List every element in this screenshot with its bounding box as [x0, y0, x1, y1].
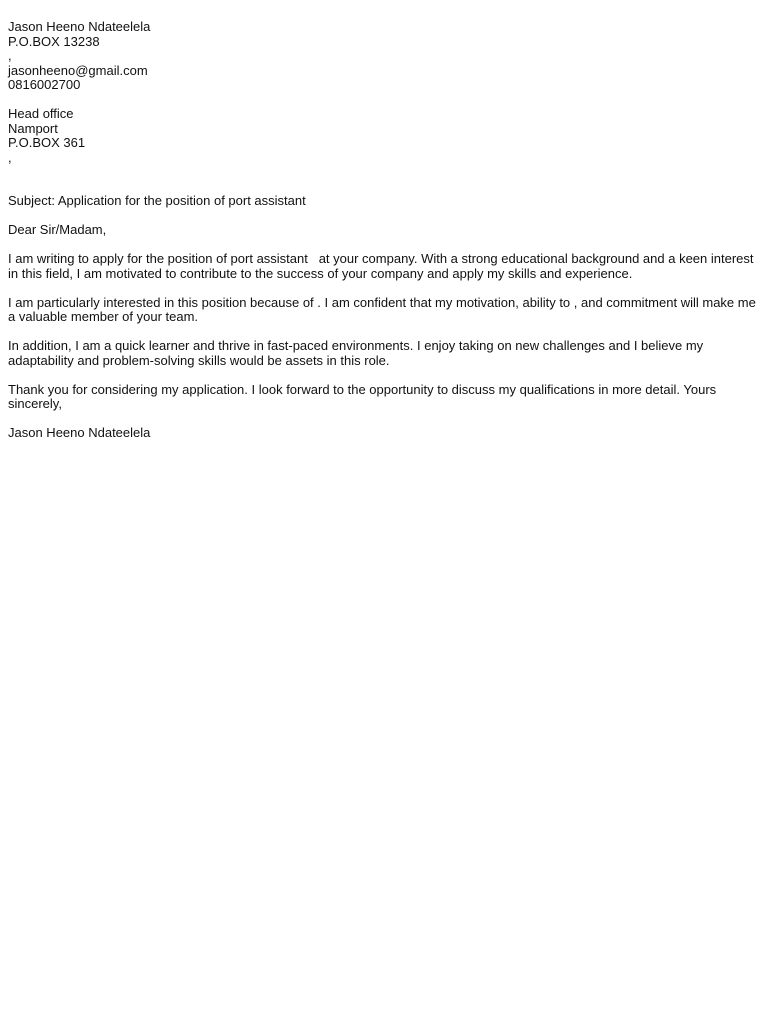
closing-paragraph: Thank you for considering my application. I look forward to the opportunity to discuss my qualifications in more detail. Yours sincerely,	[8, 381, 720, 411]
recipient-pobox: P.O.BOX 361	[8, 135, 86, 150]
signature-name: Jason Heeno Ndateelela	[8, 425, 151, 440]
recipient-city-line: ,	[8, 149, 12, 165]
body-paragraph: I am particularly interested in this position because of . I am confident that my motivation, ability to , and commitment will make me a valuable member of your team.	[8, 294, 760, 324]
body-paragraph: I am writing to apply for the position of port assistant at your company. With a strong educational background and a keen interest in this field, I am motivated to contribute to the success of your company and apply my skills and experience.	[8, 251, 758, 281]
sender-phone: 0816002700	[8, 77, 81, 92]
sender-address	[8, 20, 760, 93]
recipient-line-1: Head office	[8, 106, 74, 121]
sender-pobox: P.O.BOX 13238	[8, 33, 100, 49]
sender-name: Jason Heeno Ndateelela	[8, 19, 151, 34]
spacer	[8, 165, 760, 194]
subject-line: Subject: Application for the position of port assistant	[8, 193, 306, 208]
recipient-line-2: Namport	[8, 120, 58, 136]
sender-email: jasonheeno@gmail.com	[8, 62, 148, 78]
sender-city-line: ,	[8, 48, 12, 63]
spacer	[8, 93, 760, 108]
recipient-address	[8, 107, 760, 165]
body-paragraph: In addition, I am a quick learner and thrive in fast-paced environments. I enjoy taking on new challenges and I believe my adaptability and problem-solving skills would be assets in this role.	[8, 338, 707, 368]
salutation: Dear Sir/Madam,	[8, 222, 107, 237]
